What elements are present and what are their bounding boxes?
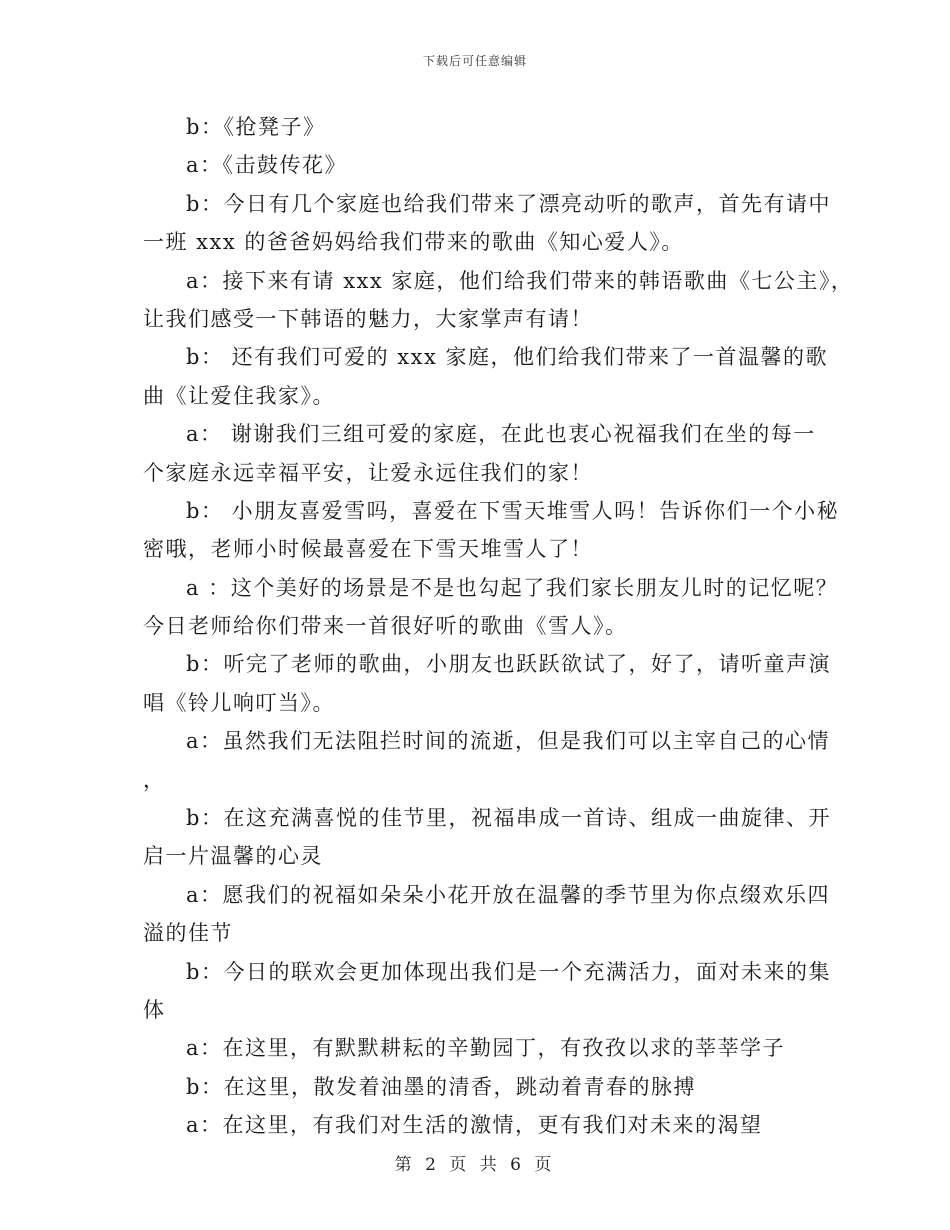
text-line: 唱《铃儿响叮当》。 <box>143 690 335 715</box>
text-line: b：今日有几个家庭也给我们带来了漂亮动听的歌声，首先有请中 <box>186 191 831 216</box>
text-line: 溢的佳节 <box>143 921 233 946</box>
text-line: 一班 xxx 的爸爸妈妈给我们带来的歌曲《知心爱人》。 <box>143 230 684 255</box>
text-line: b：今日的联欢会更加体现出我们是一个充满活力，面对未来的集 <box>186 959 831 984</box>
text-line: 密哦，老师小时候最喜爱在下雪天堆雪人了！ <box>143 537 593 562</box>
text-line: 让我们感受一下韩语的魅力，大家掌声有请！ <box>143 306 593 331</box>
text-line: b： 还有我们可爱的 xxx 家庭，他们给我们带来了一首温馨的歌 <box>186 345 828 370</box>
text-line: a：虽然我们无法阻拦时间的流逝，但是我们可以主宰自己的心情 <box>186 729 831 754</box>
text-line: 体 <box>143 997 166 1022</box>
text-line: a：在这里，有默默耕耘的辛勤园丁，有孜孜以求的莘莘学子 <box>186 1036 786 1061</box>
text-line: 启一片温馨的心灵 <box>143 844 323 869</box>
document-body <box>143 108 854 1145</box>
page-header: 下载后可任意编辑 <box>422 54 527 68</box>
text-line: b：《抢凳子》 <box>186 115 326 139</box>
text-line: 曲《让爱住我家》。 <box>143 383 335 408</box>
text-line: a ：这个美好的场景是不是也勾起了我们家长朋友儿时的记忆呢？ <box>186 575 839 600</box>
text-line: b： 小朋友喜爱雪吗，喜爱在下雪天堆雪人吗！告诉你们一个小秘 <box>186 498 840 523</box>
text-line: a：接下来有请 xxx 家庭，他们给我们带来的韩语歌曲《七公主》， <box>186 268 854 293</box>
text-line: ， <box>143 767 166 792</box>
text-line: 个家庭永远幸福平安，让爱永远住我们的家！ <box>143 460 593 485</box>
text-line: a：愿我们的祝福如朵朵小花开放在温馨的季节里为你点缀欢乐四 <box>186 882 831 907</box>
text-line: b：在这里，散发着油墨的清香，跳动着青春的脉搏 <box>186 1074 696 1099</box>
page-footer: 第 2 页 共 6 页 <box>394 1155 556 1175</box>
text-line: a： 谢谢我们三组可爱的家庭，在此也衷心祝福我们在坐的每一 <box>186 422 816 447</box>
text-line: b：在这充满喜悦的佳节里，祝福串成一首诗、组成一曲旋律、开 <box>186 806 831 831</box>
text-line: a：在这里，有我们对生活的激情，更有我们对未来的渴望 <box>186 1113 763 1138</box>
text-line: b：听完了老师的歌曲，小朋友也跃跃欲试了，好了，请听童声演 <box>186 652 831 677</box>
text-line: a：《击鼓传花》 <box>186 153 348 178</box>
text-line: 今日老师给你们带来一首很好听的歌曲《雪人》。 <box>143 614 628 639</box>
